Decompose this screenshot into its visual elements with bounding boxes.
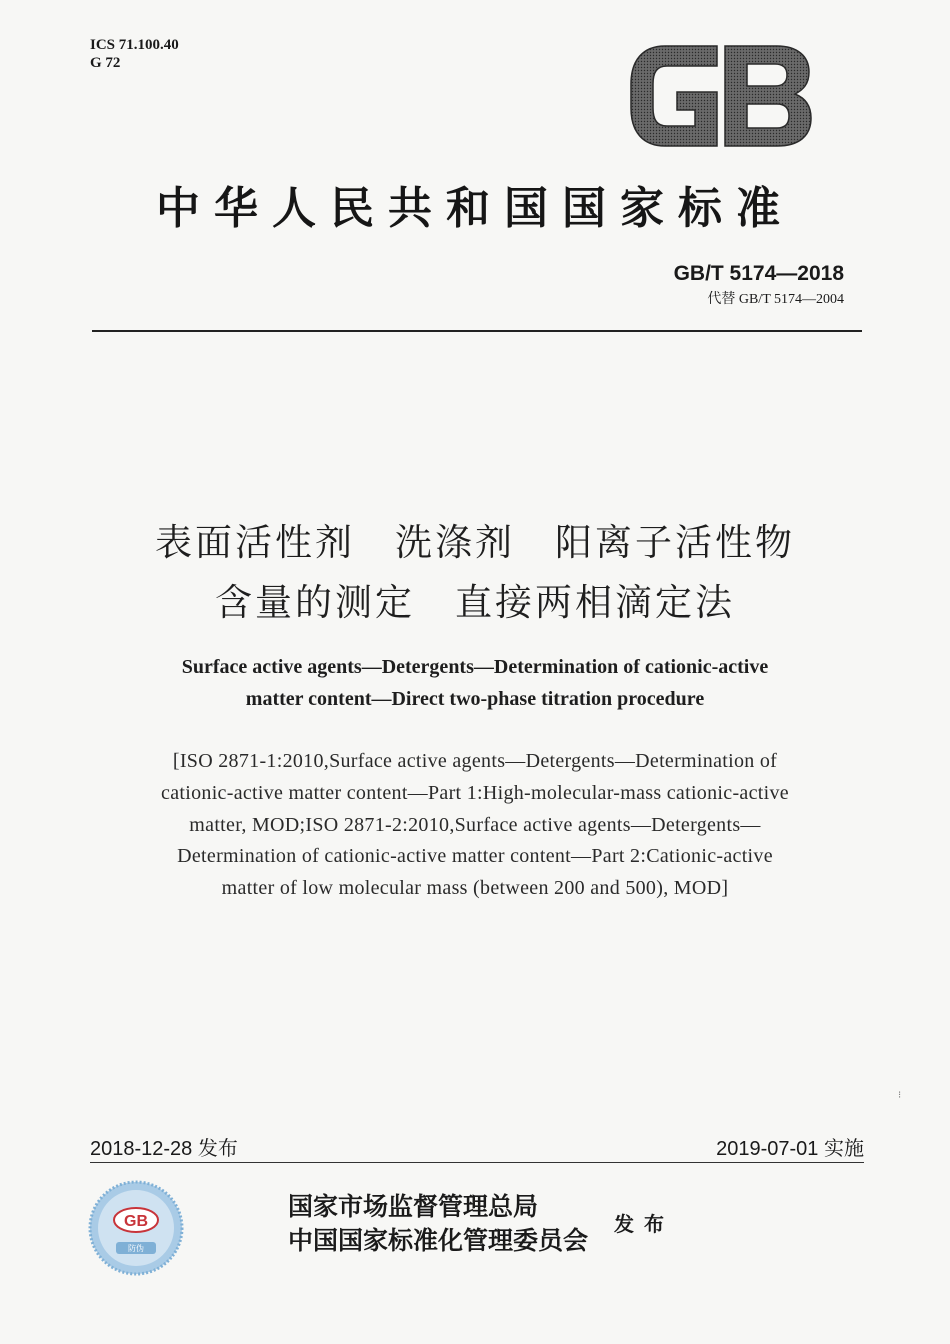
replaces-note: 代替 GB/T 5174—2004	[707, 292, 844, 307]
ics-code: ICS 71.100.40	[90, 37, 179, 53]
iso-reference-line-5: matter of low molecular mass (between 200 and 500), MOD]	[221, 877, 729, 899]
iso-reference-line-3: matter, MOD;ISO 2871-2:2010,Surface active agents—Detergents—	[189, 814, 761, 836]
english-title-line-2: matter content—Direct two-phase titration procedure	[245, 688, 705, 710]
issuing-organizations	[288, 1190, 588, 1258]
implementation-date: 2019-07-01 实施	[716, 1138, 864, 1160]
seal-bottom-text: 防伪	[128, 1244, 144, 1253]
iso-reference-line-1: [ISO 2871-1:2010,Surface active agents—Detergents—Determination of	[172, 750, 778, 772]
seal-logo-text: GB	[124, 1213, 148, 1230]
gb-logo	[625, 42, 815, 150]
chinese-title-line-2: 含量的测定 直接两相滴定法	[215, 581, 735, 624]
anti-counterfeit-seal	[86, 1180, 186, 1276]
iso-reference-line-4: Determination of cationic-active matter content—Part 2:Cationic-active	[177, 845, 773, 867]
iso-reference-line-2: cationic-active matter content—Part 1:High-molecular-mass cationic-active	[161, 782, 789, 804]
issuer-samr: 国家市场监督管理总局	[288, 1192, 539, 1221]
national-standard-title: 中华人民共和国国家标准	[156, 183, 794, 234]
classification-codes	[90, 36, 179, 72]
ccs-code: G 72	[90, 55, 121, 71]
standard-number: GB/T 5174—2018	[673, 262, 844, 285]
issuer-sac: 中国国家标准化管理委员会	[288, 1226, 589, 1255]
chinese-title-line-1: 表面活性剂 洗涤剂 阳离子活性物	[155, 521, 795, 564]
issue-date: 2018-12-28 发布	[90, 1138, 238, 1160]
standard-number-block	[674, 262, 844, 308]
publish-label: 发布	[614, 1212, 674, 1236]
header-divider	[92, 330, 862, 332]
footer-divider	[90, 1162, 864, 1163]
english-title-line-1: Surface active agents—Detergents—Determination of cationic-active	[181, 656, 769, 678]
scan-mark: ⁝	[898, 1090, 902, 1101]
